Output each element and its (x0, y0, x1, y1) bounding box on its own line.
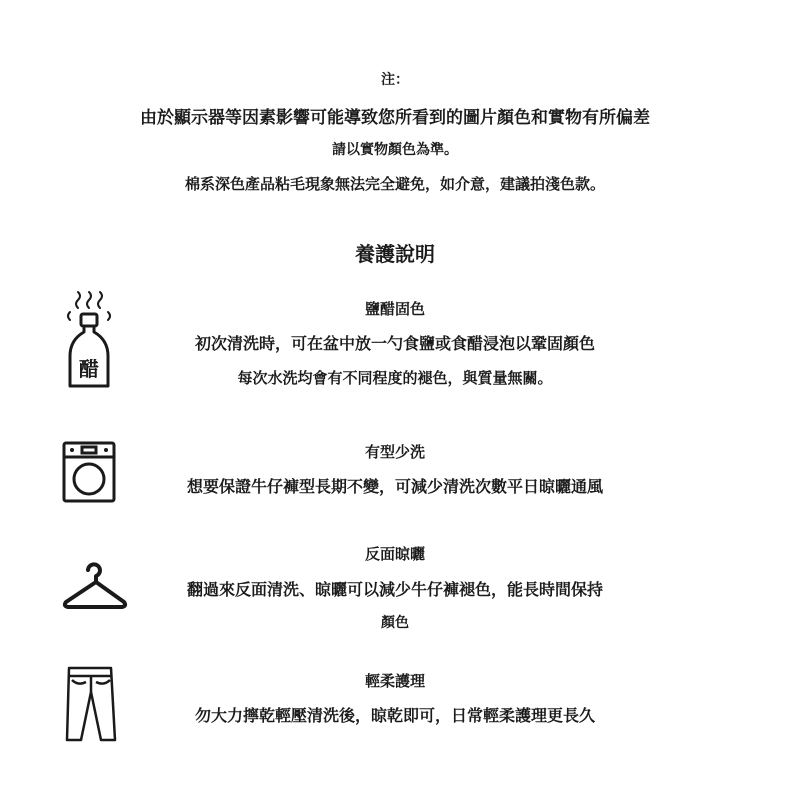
section-heading-salt-vinegar: 鹽醋固色 (364, 300, 425, 318)
section-heading-gentle-care: 輕柔護理 (364, 672, 425, 690)
section-text-wash-less-1: 想要保證牛仔褲型長期不變，可減少清洗次數平日晾曬通風 (186, 477, 603, 496)
notice-line-lint: 棉系深色產品粘毛現象無法完全避免，如介意，建議拍淺色款。 (184, 175, 605, 193)
section-text-salt-vinegar-1: 初次清洗時，可在盆中放一勺食鹽或食醋浸泡以鞏固顏色 (194, 334, 595, 353)
section-text-dry-inside-out-2: 顏色 (381, 615, 409, 631)
section-text-gentle-care-1: 勿大力擰乾輕壓清洗後，晾乾即可，日常輕柔護理更長久 (194, 706, 595, 725)
notice-line-display-difference: 由於顯示器等因素影響可能導致您所看到的圖片顏色和實物有所偏差 (140, 108, 650, 128)
section-text-dry-inside-out-1: 翻過來反面清洗、晾曬可以減少牛仔褲褪色，能長時間保持 (186, 580, 603, 599)
notice-line-actual-color: 請以實物顏色為準。 (332, 142, 458, 158)
section-heading-dry-inside-out: 反面晾曬 (364, 545, 425, 563)
section-text-salt-vinegar-2: 每次水洗均會有不同程度的褪色，與質量無關。 (237, 369, 553, 387)
notice-heading: 注： (381, 72, 409, 88)
vinegar-label: 醋 (79, 357, 99, 381)
section-heading-wash-less: 有型少洗 (364, 443, 425, 461)
care-title: 養護說明 (355, 242, 435, 266)
